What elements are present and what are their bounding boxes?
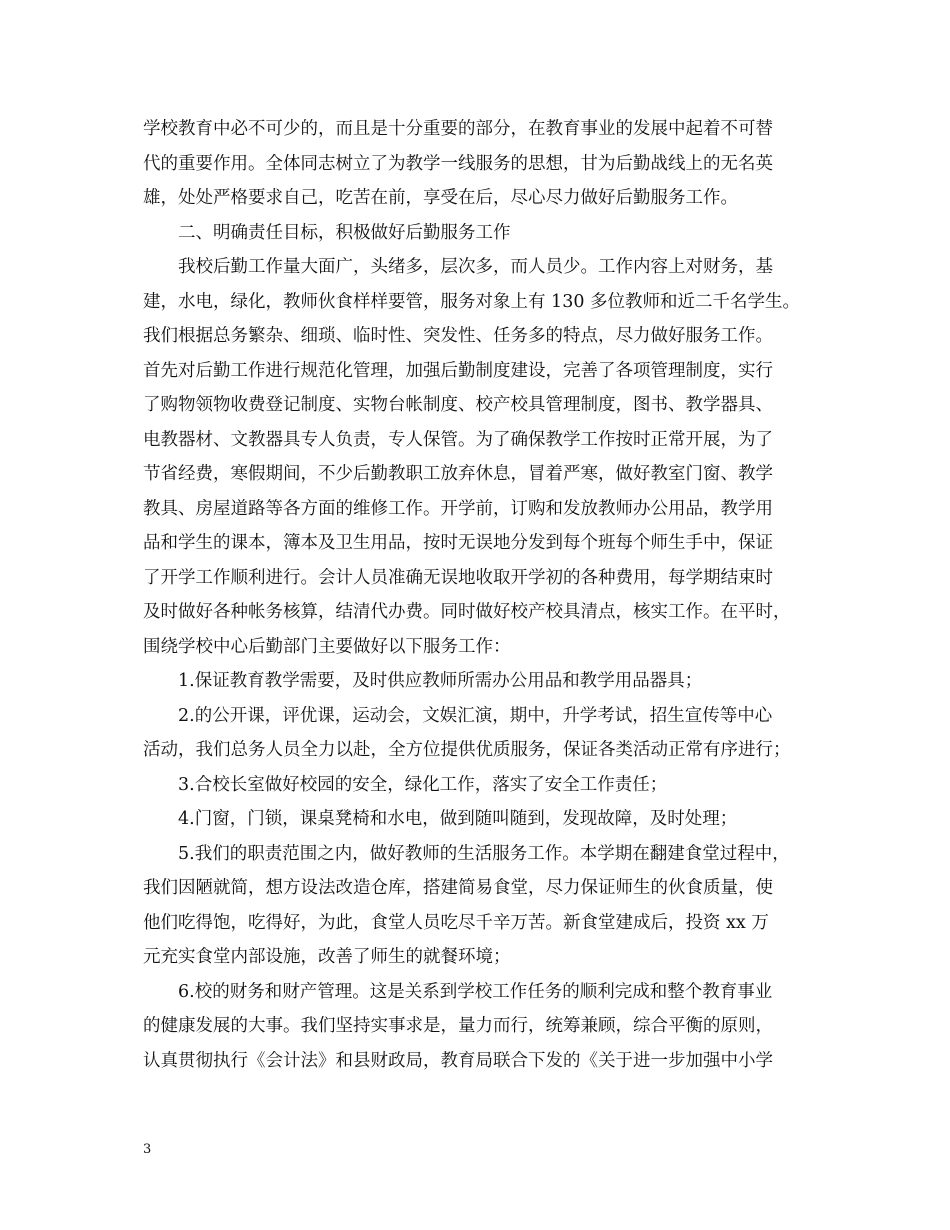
list-item: 6.校的财务和财产管理。这是关系到学校工作任务的顺利完成和整个教育事业 — [178, 981, 773, 1002]
text-line: 活动，我们总务人员全力以赴，全方位提供优质服务，保证各类活动正常有序进行； — [143, 740, 791, 760]
text-line: 品和学生的课本，簿本及卫生用品，按时无误地分发到每个班每个师生手中，保证 — [143, 533, 773, 553]
text-line: 我们根据总务繁杂、细琐、临时性、突发性、任务多的特点，尽力做好服务工作。 — [143, 326, 773, 346]
text-line: 元充实食堂内部设施，改善了师生的就餐环境； — [143, 947, 511, 967]
text-line: 雄，处处严格要求自己，吃苦在前，享受在后，尽心尽力做好后勤服务工作。 — [143, 188, 738, 208]
text-line: 节省经费，寒假期间，不少后勤教职工放弃休息，冒着严寒，做好教室门窗、教学 — [143, 464, 773, 484]
text-line: 围绕学校中心后勤部门主要做好以下服务工作： — [143, 636, 511, 657]
text-line: 的健康发展的大事。我们坚持实事求是，量力而行，统筹兼顾，综合平衡的原则， — [143, 1016, 773, 1036]
text-line: 及时做好各种帐务核算，结清代办费。同时做好校产校具清点，核实工作。在平时， — [143, 602, 791, 622]
text-line: 认真贯彻执行《会计法》和县财政局，教育局联合下发的《关于进一步加强中小学 — [143, 1050, 773, 1071]
text-line: 他们吃得饱，吃得好，为此，食堂人员吃尽千辛万苦。新食堂建成后，投资 xx 万 — [143, 912, 769, 933]
section-heading: 二、明确责任目标，积极做好后勤服务工作 — [178, 222, 511, 243]
text-line: 了购物领物收费登记制度、实物台帐制度、校产校具管理制度，图书、教学器具、 — [143, 395, 773, 415]
page-number: 3 — [143, 1142, 152, 1157]
text-line: 建，水电，绿化，教师伙食样样要管，服务对象上有 130 多位教师和近二千名学生。 — [143, 291, 801, 312]
body-text — [143, 112, 833, 1078]
text-line: 代的重要作用。全体同志树立了为教学一线服务的思想，甘为后勤战线上的无名英 — [143, 153, 773, 174]
text-line: 我校后勤工作量大面广，头绪多，层次多，而人员少。工作内容上对财务，基 — [178, 257, 773, 277]
text-line: 电教器材、文教器具专人负责，专人保管。为了确保教学工作按时正常开展，为了 — [143, 429, 773, 450]
text-line: 了开学工作顺利进行。会计人员准确无误地收取开学初的各种费用，每学期结束时 — [143, 567, 773, 588]
list-item: 4.门窗，门锁，课桌凳椅和水电，做到随叫随到，发现故障，及时处理； — [178, 809, 738, 829]
list-item: 3.合校长室做好校园的安全，绿化工作，落实了安全工作责任； — [178, 774, 668, 795]
text-line: 我们因陋就简，想方设法改造仓库，搭建简易食堂，尽力保证师生的伙食质量，使 — [143, 878, 773, 898]
list-item: 5.我们的职责范围之内，做好教师的生活服务工作。本学期在翻建食堂过程中， — [178, 843, 790, 864]
text-line: 学校教育中必不可少的，而且是十分重要的部分，在教育事业的发展中起着不可替 — [143, 119, 773, 139]
text-line: 教具、房屋道路等各方面的维修工作。开学前，订购和发放教师办公用品，教学用 — [143, 498, 773, 519]
list-item: 1.保证教育教学需要，及时供应教师所需办公用品和教学用品器具； — [178, 671, 703, 691]
list-item: 2.的公开课，评优课，运动会，文娱汇演，期中，升学考试，招生宣传等中心 — [178, 705, 773, 726]
text-line: 首先对后勤工作进行规范化管理，加强后勤制度建设，完善了各项管理制度，实行 — [143, 360, 773, 381]
